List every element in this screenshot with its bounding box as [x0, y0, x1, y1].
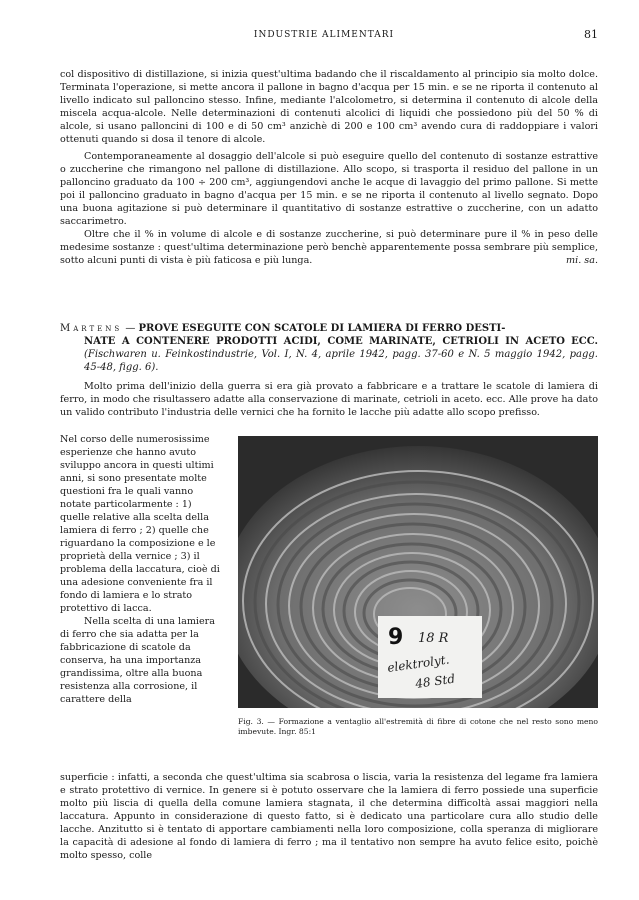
card-note-line1: elektrolyt.: [386, 652, 451, 675]
article-title-line1: PROVE ESEGUITE CON SCATOLE DI LAMIERA DI FERRO DESTI-: [138, 323, 506, 334]
article-heading: [60, 322, 598, 374]
card-note-line2: 48 Std: [414, 671, 456, 691]
photo-concentric-rings: [238, 436, 598, 708]
card-code: 18 R: [418, 631, 449, 646]
paragraph-weight: Oltre che il % in volume di alcole e di sostanze zuccherine, si può determinare pure il % in peso delle medesime sostanze : quest'ultima determinazione però benchè apparentemente possa sembrare più semplice, sotto alcuni punti di vista è più faticosa e più lunga.: [60, 229, 598, 266]
paragraph-intro: Molto prima dell'inizio della guerra si era già provato a fabbricare e a trattare le scatole di lamiera di ferro, in modo che risultassero adatte alla conservazione di marinate, cetrioli in aceto. ecc. Alle prove ha dato un valido contributo l'industria delle vernici che ha fornito le lacche più adatte allo scopo prefisso.: [60, 381, 598, 418]
bottom-section: [60, 771, 598, 862]
page-number: 81: [584, 28, 598, 41]
paragraph-choice: Nella scelta di una lamiera di ferro che sia adatta per la fabbricazione di scatole da conserva, ha una importanza grandissima, oltre alla buona resistenza alla corrosione, il carattere della: [60, 616, 215, 705]
paragraph-surface: superficie : infatti, a seconda che quest'ultima sia scabrosa o liscia, varia la resistenza del legame fra lamiera e strato protettivo di vernice. In genere si è potuto osservare che la lamiera di ferro possiede una superficie molto più liscia di quella della comune lamiera stagnata, il che determina difficoltà assai maggiori nella laccatura. Appunto in considerazione di questo fatto, si è dedicato una particolare cura allo studio delle lacche. Anzitutto si è tentato di apportare cambiamenti nella loro composizione, colla speranza di migliorare la capacità di adesione al fondo di lamiera di ferro ; ma il tentativo non sempre ha avuto felice esito, poichè molto spesso, colle: [60, 772, 598, 861]
narrow-column: [60, 433, 220, 706]
top-section: [60, 68, 598, 267]
article-author: Martens: [60, 323, 123, 334]
paragraph-extract: Contemporaneamente al dosaggio dell'alcole si può eseguire quello del contenuto di sostanze estrattive o zuccherine che rimangono nel pallone di distillazione. Allo scopo, si trasporta il residuo del pallone in un palloncino graduato da 100 ÷ 200 cm³, aggiungendovi anche le acque di lavaggio del primo pallone. Si mette poi il palloncino graduato in bagno d'acqua per 15 min. e se ne riporta il contenuto al livello segnato. Dopo una buona agitazione si può determinare il quantitativo di sostanze estrattive o zuccherine, con un adatto saccarimetro.: [60, 151, 598, 227]
paragraph-distillation: col dispositivo di distillazione, si inizia quest'ultima badando che il riscaldamento al principio sia molto dolce. Terminata l'operazione, si mette ancora il pallone in bagno d'acqua per 15 min. e se ne riporta il contenuto al livello indicato sul palloncino stesso. Infine, mediante l'alcolometro, si determina il contenuto di alcole della miscela acqua-alcole. Nelle determinazioni di contenuti alcolici di liquidi che possiedono più del 50 % di alcole, si usano palloncini di 100 e di 50 cm³ anzichè di 200 e 100 cm³ avendo cura di raddoppiare i valori ottenuti quando si dosa il tenore di alcole.: [60, 69, 598, 145]
intro-section: [60, 380, 598, 419]
journal-title: INDUSTRIE ALIMENTARI: [253, 30, 395, 40]
card-number: 9: [388, 625, 404, 650]
article-citation: (Fischwaren u. Feinkostindustrie, Vol. I, N. 4, aprile 1942, pagg. 37-60 e N. 5 maggio 1942, pagg. 45-48, figg. 6).: [84, 349, 598, 373]
author-initials: mi. sa.: [566, 255, 598, 266]
figure-caption: Fig. 3. — Formazione a ventaglio all'estremità di fibre di cotone che nel resto sono meno imbevute. Ingr. 85:1: [238, 717, 598, 736]
paragraph-questions: Nel corso delle numerosissime esperienze che hanno avuto sviluppo ancora in questi ultimi anni, si sono presentate molte questioni fra le quali vanno notate particolarmente : 1) quelle relative alla scelta della lamiera di ferro ; 2) quelle che riguardano la composizione e le proprietà della vernice ; 3) il problema della laccatura, cioè di una adesione conveniente fra il fondo di lamiera e lo strato protettivo di lacca.: [60, 434, 220, 614]
running-header: [50, 30, 598, 44]
article-title-line2: NATE A CONTENERE PRODOTTI ACIDI, COME MARINATE, CETRIOLI IN ACETO: [84, 336, 565, 347]
figure-photo: [238, 436, 598, 708]
heading-dash: —: [122, 323, 139, 334]
article-title-line3: ECC.: [571, 336, 598, 347]
